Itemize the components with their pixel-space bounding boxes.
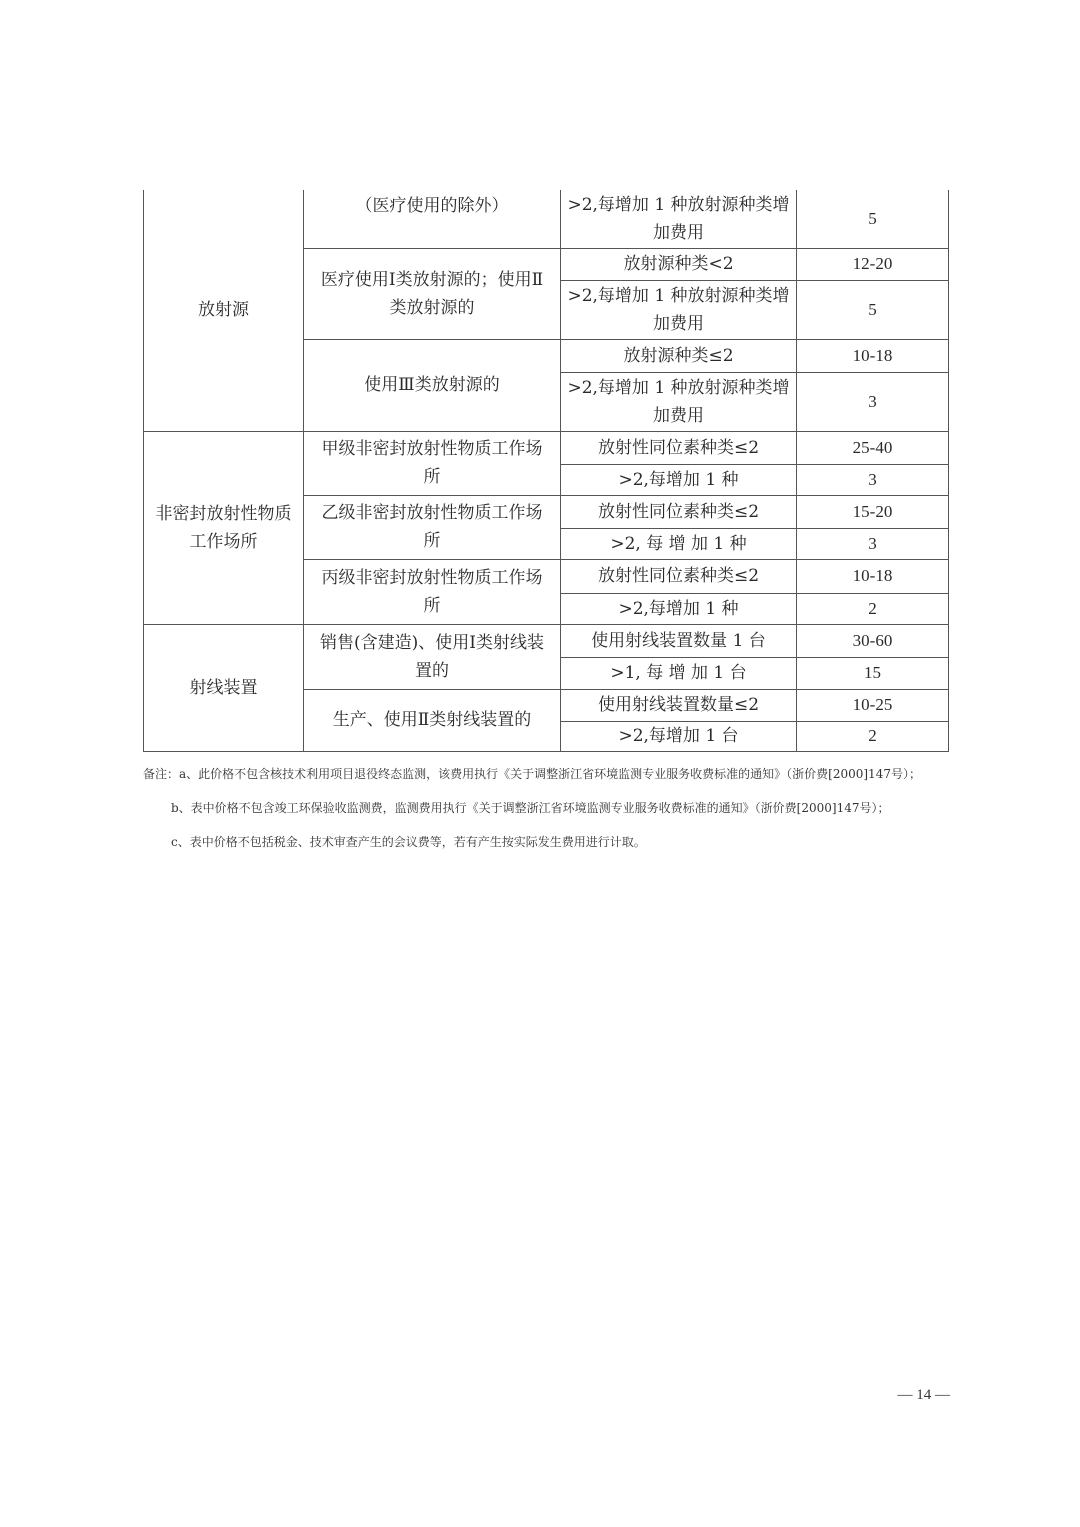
page-number: — 14 — [897,1387,950,1403]
condition-cell: 放射性同位素种类≤2 [561,495,797,528]
price-cell: 2 [797,721,949,751]
condition-cell: 放射源种类<2 [561,248,797,280]
price-cell: 12-20 [797,248,949,280]
price-cell: 5 [797,190,949,248]
condition-cell: >1, 每 增 加 1 台 [561,657,797,689]
table-row [144,624,949,657]
condition-cell: >2,每增加 1 种放射源种类增加费用 [561,372,797,431]
category-cell: 射线装置 [144,624,304,751]
price-cell: 5 [797,280,949,339]
table-row [144,431,949,464]
condition-cell: 使用射线装置数量≤2 [561,689,797,721]
price-cell: 15-20 [797,495,949,528]
note-b: b、表中价格不包含竣工环保验收监测费，监测费用执行《关于调整浙江省环境监测专业服务收费标准的通知》（浙价费[2000]147号）； [171,801,890,815]
item-cell: 乙级非密封放射性物质工作场所 [304,495,561,559]
price-cell: 2 [797,593,949,624]
price-cell: 10-18 [797,559,949,593]
note-a: 备注：a、此价格不包含核技术利用项目退役终态监测，该费用执行《关于调整浙江省环境监测专业服务收费标准的通知》（浙价费[2000]147号）； [143,767,921,781]
condition-cell: 放射性同位素种类≤2 [561,559,797,593]
condition-cell: >2,每增加 1 种放射源种类增加费用 [561,190,797,248]
fee-table [143,190,949,752]
item-cell: 丙级非密封放射性物质工作场所 [304,559,561,624]
notes-section [143,762,948,864]
condition-cell: 使用射线装置数量 1 台 [561,624,797,657]
condition-cell: 放射性同位素种类≤2 [561,431,797,464]
price-cell: 30-60 [797,624,949,657]
price-cell: 10-25 [797,689,949,721]
condition-cell: >2,每增加 1 种 [561,464,797,495]
price-cell: 3 [797,528,949,559]
table-row [144,190,949,248]
condition-cell: 放射源种类≤2 [561,339,797,372]
price-cell: 15 [797,657,949,689]
category-cell: 放射源 [144,190,304,431]
price-cell: 3 [797,372,949,431]
item-cell: 医疗使用Ⅰ类放射源的；使用Ⅱ类放射源的 [304,248,561,339]
condition-cell: >2,每增加 1 种放射源种类增加费用 [561,280,797,339]
item-cell: （医疗使用的除外） [304,190,561,248]
item-cell: 销售(含建造)、使用Ⅰ类射线装置的 [304,624,561,689]
item-cell: 使用Ⅲ类放射源的 [304,339,561,431]
item-cell: 甲级非密封放射性物质工作场所 [304,431,561,495]
price-cell: 3 [797,464,949,495]
category-cell: 非密封放射性物质工作场所 [144,431,304,624]
price-cell: 10-18 [797,339,949,372]
price-cell: 25-40 [797,431,949,464]
condition-cell: >2,每增加 1 台 [561,721,797,751]
note-c: c、表中价格不包括税金、技术审查产生的会议费等，若有产生按实际发生费用进行计取。 [171,835,646,849]
condition-cell: >2,每增加 1 种 [561,593,797,624]
condition-cell: >2, 每 增 加 1 种 [561,528,797,559]
item-cell: 生产、使用Ⅱ类射线装置的 [304,689,561,751]
